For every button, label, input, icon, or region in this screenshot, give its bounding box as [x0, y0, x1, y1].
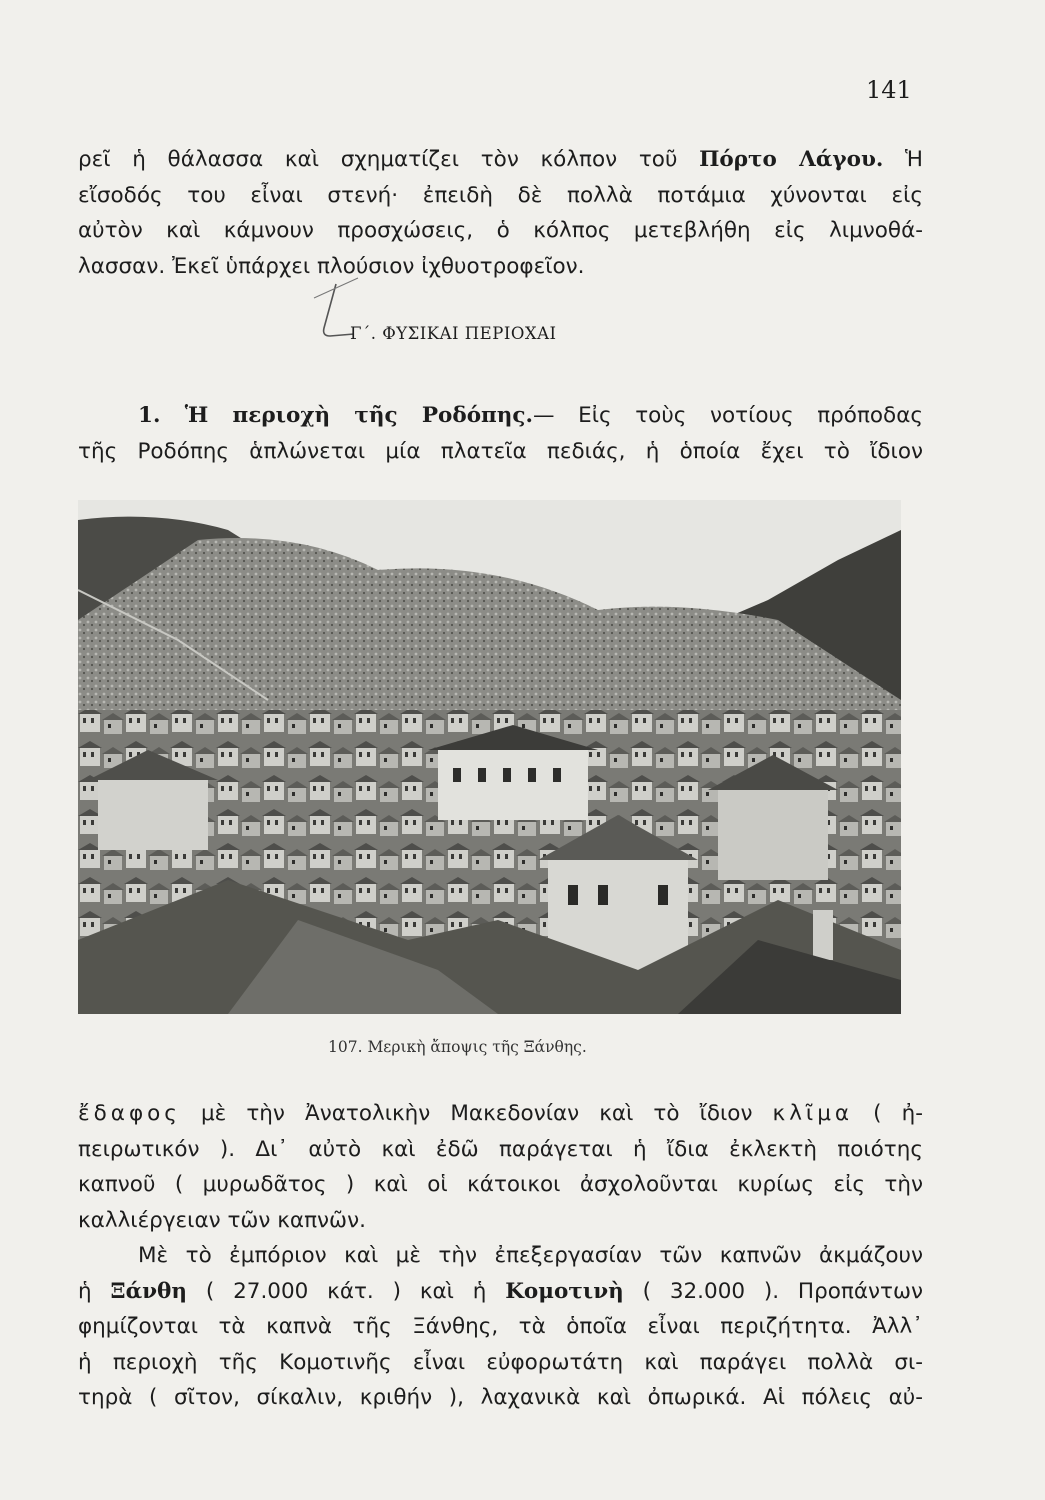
text-line: τηρὰ ( σῖτον, σίκαλιν, κριθήν ), λαχανικὰ καὶ ὀπωρικά. Αἱ πόλεις αὐ-	[78, 1385, 923, 1410]
text-line: λασσαν. Ἐκεῖ ὑπάρχει πλούσιον ἰχθυοτροφεῖον.	[78, 253, 585, 279]
paragraph-rhodope	[78, 398, 923, 469]
photo-caption: 107. Μερικὴ ἄποψις τῆς Ξάνθης.	[328, 1038, 587, 1056]
paragraph-tobacco	[78, 1096, 923, 1238]
text-line: φημίζονται τὰ καπνὰ τῆς Ξάνθης, τὰ ὁποῖα εἶναι περιζήτητα. Ἀλλ᾽	[78, 1314, 923, 1339]
section-heading: Γ΄. ΦΥΣΙΚΑΙ ΠΕΡΙΟΧΑΙ	[350, 324, 557, 343]
paragraph-xanthi-komotini	[78, 1238, 923, 1416]
text-line: αὐτὸν καὶ κάμνουν προσχώσεις, ὁ κόλπος μετεβλήθη εἰς λιμνοθά-	[78, 218, 923, 243]
text-line: ρεῖ ἡ θάλασσα καὶ σχηματίζει τὸν κόλπον τοῦ Πόρτο Λάγου. Ἡ	[78, 147, 924, 172]
text-line: πειρωτικόν ). Δι᾽ αὐτὸ καὶ ἐδῶ παράγεται ἡ ἴδια ἐκλεκτὴ ποιότης	[78, 1136, 923, 1162]
text-line: τῆς Ροδόπης ἁπλώνεται μία πλατεῖα πεδιάς, ἡ ὁποία ἔχει τὸ ἴδιον	[78, 438, 923, 464]
text-line: ἡ περιοχὴ τῆς Κομοτινῆς εἶναι εὐφορωτάτη καὶ παράγει πολλὰ σι-	[78, 1349, 923, 1375]
text-line: ἡ Ξάνθη ( 27.000 κάτ. ) καὶ ἡ Κομοτινὴ ( 32.000 ). Προπάντων	[78, 1278, 923, 1304]
text-line: 1. Ἡ περιοχὴ τῆς Ροδόπης.— Εἰς τοὺς νοτίους πρόποδας	[138, 403, 923, 428]
text-line: καλλιέργειαν τῶν καπνῶν.	[78, 1207, 366, 1233]
page-number: 141	[866, 76, 912, 104]
paragraph-porto-lagos	[78, 142, 923, 284]
text-line: εἴσοδός του εἶναι στενή· ἐπειδὴ δὲ πολλὰ ποτάμια χύνονται εἰς	[78, 182, 923, 208]
text-line: ἔδαφος μὲ τὴν Ἀνατολικὴν Μακεδονίαν καὶ τὸ ἴδιον κλῖμα ( ἠ-	[78, 1101, 923, 1126]
text-line: Μὲ τὸ ἐμπόριον καὶ μὲ τὴν ἐπεξεργασίαν τῶν καπνῶν ἀκμάζουν	[138, 1243, 923, 1268]
text-line: καπνοῦ ( μυρωδᾶτος ) καὶ οἱ κάτοικοι ἀσχολοῦνται κυρίως εἰς τὴν	[78, 1172, 923, 1197]
photo-xanthi-view	[78, 500, 901, 1014]
